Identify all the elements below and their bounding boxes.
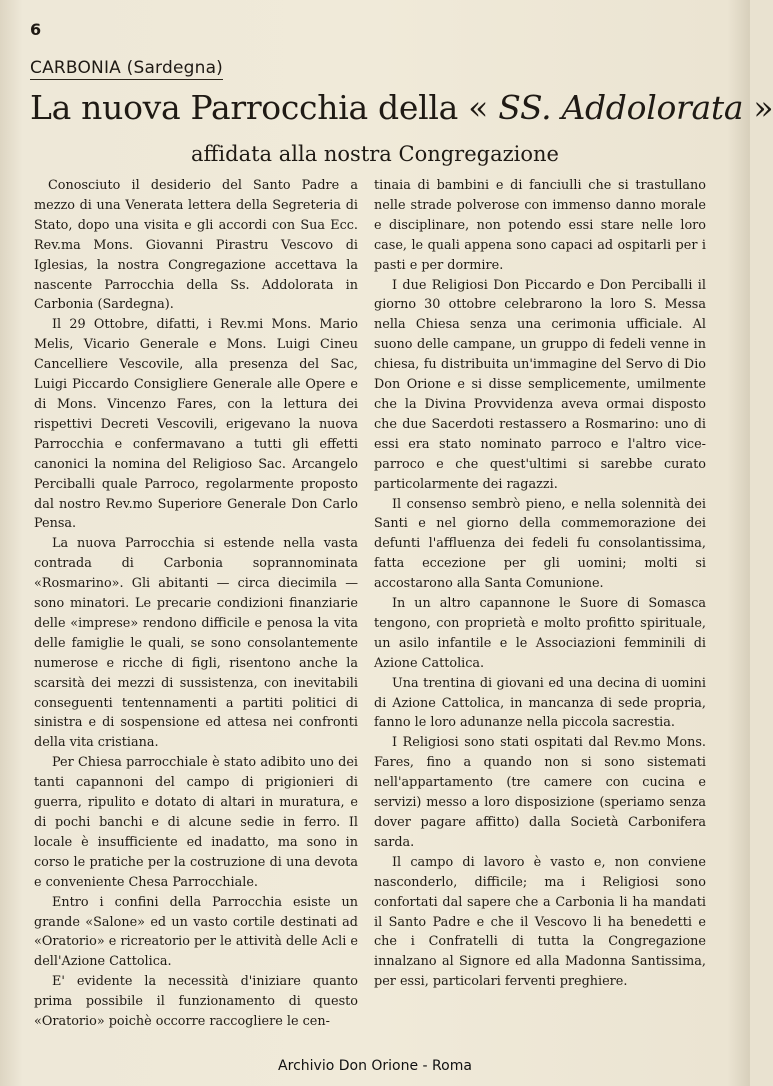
article-subtitle: affidata alla nostra Congregazione [190, 142, 559, 166]
paragraph: In un altro capannone le Suore di Somasca tengono, con proprietà e molto profitto spirituale, un asilo infantile e le Associazioni femminili di Azione Cattolica. [374, 596, 706, 671]
paragraph: Il 29 Ottobre, difatti, i Rev.mi Mons. Mario Melis, Vicario Generale e Mons. Luigi Cineu Cancelliere Vescovile, alla presenza del Sac, Luigi Piccardo Consigliere Generale alle Opere e di Mons. Vincenzo Fares, con la lettura dei rispettivi Decreti Vescovili, erigevano la nuova Parrocchia e confermavano a tutti gli effetti canonici la nomina del Religioso Sac. Arcangelo Perciballi quale Parroco, regolarmente proposto dal nostro Rev.mo Superiore Generale Don Carlo Pensa. [34, 317, 358, 532]
paragraph: I due Religiosi Don Piccardo e Don Perciballi il giorno 30 ottobre celebrarono la loro S. Messa nella Chiesa senza una cerimonia ufficiale. Al suono delle campane, un gruppo di fedeli venne in chiesa, fu distribuita un'immagine del Servo di Dio Don Orione e si disse semplicemente, umilmente che la Divina Provvidenza aveva ormai disposto che due Sacerdoti restassero a Rosmarino: uno di essi era stato nominato parroco e l'altro vice-parroco e che quest'ultimi si sarebbe curato particolarmente dei ragazzi. [374, 277, 706, 492]
paragraph: tinaia di bambini e di fanciulli che si trastullano nelle strade polverose con immenso danno morale e disciplinare, non potendo essi stare nelle loro case, le quali appena sono capaci ad ospitarli per i pasti e per dormire. [374, 178, 706, 273]
title-pre: La nuova Parrocchia della « [30, 88, 499, 127]
archive-footer: Archivio Don Orione - Roma [278, 1058, 472, 1074]
title-italic: SS. Addolorata [498, 88, 744, 127]
paragraph: Il consenso sembrò pieno, e nella solennità dei Santi e nel giorno della commemorazione dei defunti l'affluenza dei fedeli fu consolantissima, fatta eccezione per gli uomini; molti si accostarono alla Santa Comunione. [374, 496, 706, 592]
paragraph: Per Chiesa parrocchiale è stato adibito uno dei tanti capannoni del campo di prigionieri di guerra, ripulito e dotato di altari in muratura, e di pochi banchi e di alcune sedie in ferro. Il locale è insufficiente ed inadatto, ma sono in corso le pratiche per la costruzione di una devota e conveniente Chesa Parrocchiale. [34, 755, 358, 890]
right-column [374, 176, 706, 992]
title-post: » [743, 88, 773, 127]
paragraph: Conosciuto il desiderio del Santo Padre a mezzo di una Venerata lettera della Segreteria di Stato, dopo una visita e gli accordi con Sua Ecc. Rev.ma Mons. Giovanni Pirastru Vescovo di Iglesias, la nostra Congregazione accettava la nascente Parrocchia della Ss. Addolorata in Carbonia (Sardegna). [34, 178, 358, 313]
left-column [34, 176, 358, 1032]
page-number: 6 [30, 20, 42, 39]
article-title [30, 88, 773, 127]
location-heading: CARBONIA (Sardegna) [30, 58, 224, 78]
paragraph: Il campo di lavoro è vasto e, non conviene nasconderlo, difficile; ma i Religiosi sono confortati dal sapere che a Carbonia li ha mandati il Santo Padre e che il Vescovo li ha benedetti e che i Confratelli di tutta la Congregazione innalzano al Signore ed alla Madonna Santissima, per essi, particolari ferventi preghiere. [374, 854, 706, 990]
paragraph: E' evidente la necessità d'iniziare quanto prima possibile il funzionamento di questo «Oratorio» poichè occorre raccogliere le cen- [34, 974, 358, 1030]
paragraph: La nuova Parrocchia si estende nella vasta contrada di Carbonia soprannominata «Rosmarino». Gli abitanti — circa diecimila — sono minatori. Le precarie condizioni finanziarie delle «imprese» rendono difficile e penosa la vita delle famiglie le quali, se sono consolantemente numerose e ricche di figli, risentono anche la scarsità dei mezzi di sussistenza, con inevitabili conseguenti tentennamenti a partiti politici di sinistra e di sospensione ed attesa nei confronti della vita cristiana. [34, 536, 358, 751]
paragraph: I Religiosi sono stati ospitati dal Rev.mo Mons. Fares, fino a quando non si sono sistemati nell'appartamento (tre camere con cucina e servizi) messo a loro disposizione (speriamo senza dover pagare affitto) dalla Società Carbonifera sarda. [374, 735, 706, 850]
paragraph: Entro i confini della Parrocchia esiste un grande «Salone» ed un vasto cortile destinati ad «Oratorio» e ricreatorio per le attività delle Acli e dell'Azione Cattolica. [34, 894, 358, 970]
paragraph: Una trentina di giovani ed una decina di uomini di Azione Cattolica, in mancanza di sede propria, fanno le loro adunanze nella piccola sacrestia. [374, 675, 706, 731]
